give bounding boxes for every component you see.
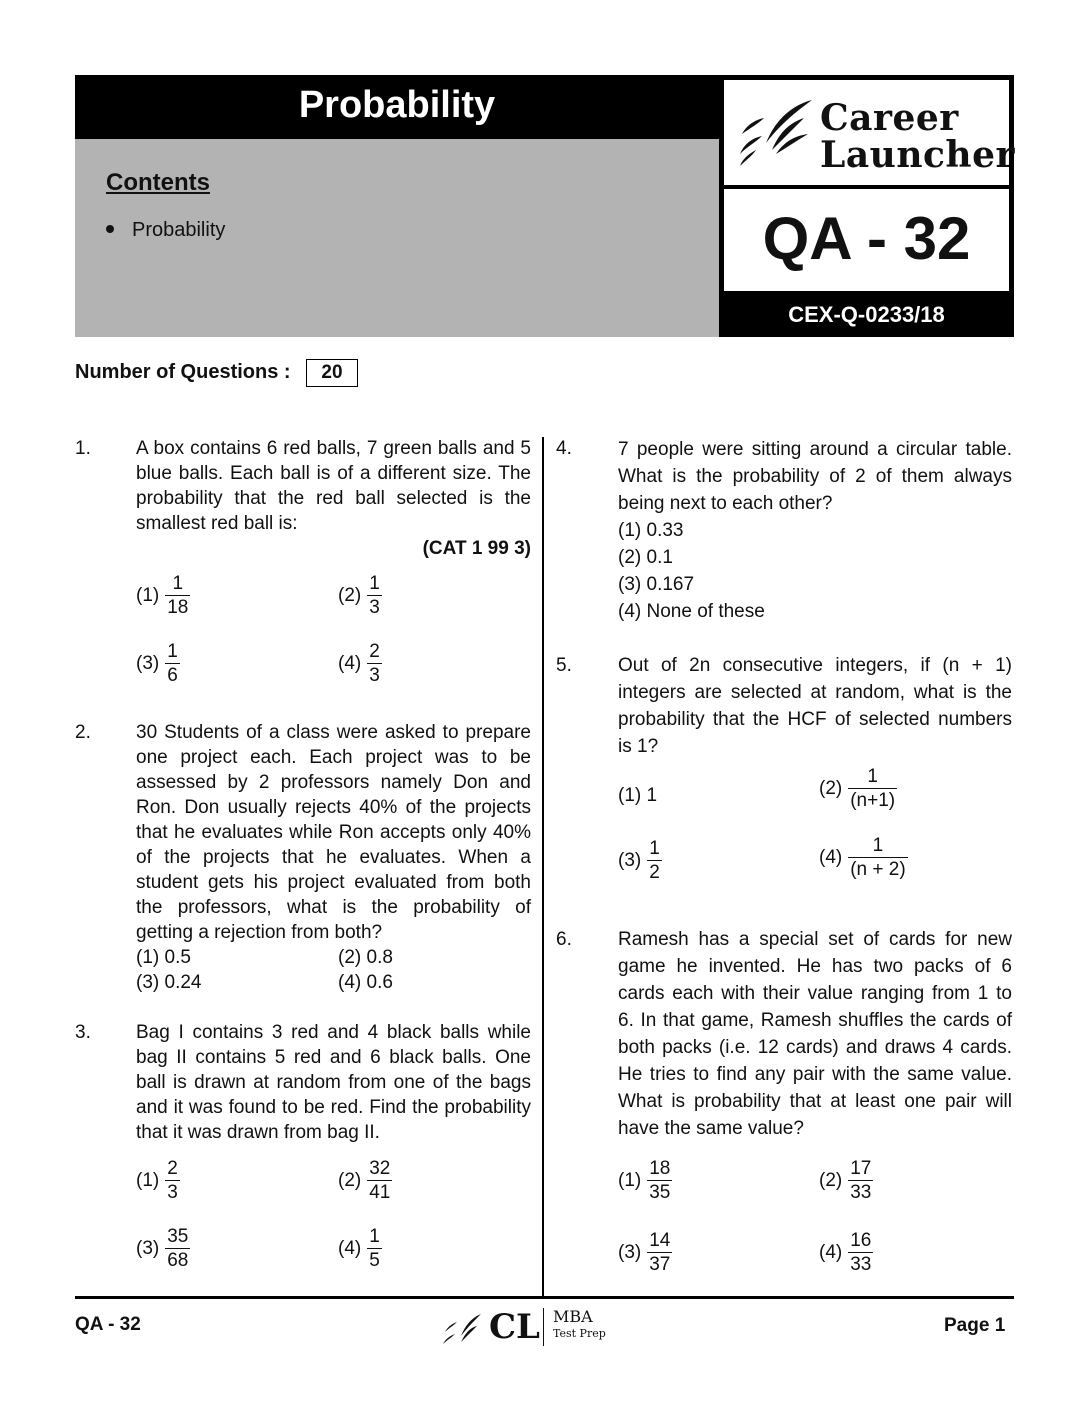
- num-questions-value: 20: [306, 359, 358, 387]
- question-text: 7 people were sitting around a circular table. What is the probability of 2 of them always being next to each other?: [618, 439, 1012, 514]
- option[interactable]: (1) $\frac{2}{3}$: [136, 1158, 178, 1203]
- option[interactable]: (3) $\frac{1}{6}$: [136, 641, 178, 686]
- option[interactable]: (3) $\frac{14}{37}$: [618, 1230, 671, 1275]
- fraction: $\frac{1}{5}$: [369, 1226, 380, 1271]
- fraction: $\frac{2}{3}$: [369, 641, 380, 686]
- logo-separator: [543, 1308, 544, 1346]
- cl-mba-logo: [441, 1306, 621, 1350]
- contents-heading: Contents: [106, 169, 210, 196]
- header-right-box: [719, 75, 1014, 337]
- fraction: $\frac{1}{(n + 2)}$: [850, 835, 906, 880]
- fraction: $\frac{1}{6}$: [167, 641, 178, 686]
- logo-line-1: Career: [820, 97, 959, 139]
- fraction: $\frac{32}{41}$: [369, 1158, 391, 1203]
- contents-item: [106, 219, 225, 242]
- option[interactable]: (4) $\frac{1}{(n + 2)}$: [819, 835, 906, 880]
- option[interactable]: (3) 0.167: [618, 574, 695, 595]
- option[interactable]: (1) 0.33: [618, 520, 684, 541]
- module-code: QA - 32: [724, 189, 1009, 291]
- question-number: 3.: [75, 1022, 91, 1043]
- column-divider: [542, 437, 544, 1297]
- question-text: 30 Students of a class were asked to prepare one project each. Each project was to be assessed by 2 professors namely Don and Ron. Don usually rejects 40% of the projects that he evaluates while Ron accepts only 40% of the projects that he evaluates. When a student gets his project evaluated from both the professors, what is the probability of getting a rejection from both?: [136, 722, 531, 943]
- question-text: A box contains 6 red balls, 7 green balls and 5 blue balls. Each ball is of a different size. The probability that the red ball selected is the smallest red ball is:: [136, 438, 531, 534]
- fraction: $\frac{2}{3}$: [167, 1158, 178, 1203]
- option[interactable]: (3) $\frac{1}{2}$: [618, 838, 660, 883]
- option[interactable]: (2) $\frac{1}{3}$: [338, 573, 380, 618]
- document-code: CEX-Q-0233/18: [788, 302, 945, 327]
- option[interactable]: (4) 0.6: [338, 972, 393, 993]
- option[interactable]: (2) $\frac{32}{41}$: [338, 1158, 391, 1203]
- footer-module-code: QA - 32: [75, 1314, 141, 1335]
- question-number: 6.: [556, 929, 572, 950]
- footer-rule: [75, 1296, 1014, 1299]
- option[interactable]: (4) None of these: [618, 601, 765, 622]
- fraction: $\frac{17}{33}$: [850, 1158, 872, 1203]
- question-number: 2.: [75, 722, 91, 743]
- logo-line-2: Launcher: [820, 134, 1015, 176]
- question-number: 5.: [556, 655, 572, 676]
- page-number: Page 1: [944, 1315, 1006, 1336]
- fraction: $\frac{1}{3}$: [369, 573, 380, 618]
- option[interactable]: (1) 0.5: [136, 947, 191, 968]
- question-number: 4.: [556, 438, 572, 459]
- fraction: $\frac{1}{(n+1)}$: [850, 766, 896, 811]
- option[interactable]: (1) $\frac{18}{35}$: [618, 1158, 671, 1203]
- option[interactable]: (4) $\frac{16}{33}$: [819, 1230, 872, 1275]
- cl-logo-text: CL: [489, 1307, 540, 1347]
- option[interactable]: (2) $\frac{17}{33}$: [819, 1158, 872, 1203]
- mba-logo-text: MBA: [553, 1307, 593, 1326]
- contents-panel: [75, 139, 719, 337]
- question-text: Bag I contains 3 red and 4 black balls while bag II contains 5 red and 6 black balls. One ball is drawn at random from one of the bags and it was found to be red. Find the probability that it was drawn from bag II.: [136, 1022, 531, 1143]
- fraction: $\frac{14}{37}$: [649, 1230, 671, 1275]
- fraction: $\frac{1}{18}$: [167, 573, 189, 618]
- fraction: $\frac{18}{35}$: [649, 1158, 671, 1203]
- question-source: (CAT 1 99 3): [422, 538, 531, 559]
- contents-item-label: Probability: [132, 219, 226, 241]
- bullet-icon: [106, 225, 114, 233]
- option[interactable]: (1) $\frac{1}{18}$: [136, 573, 189, 618]
- testprep-logo-text: Test Prep: [553, 1327, 606, 1340]
- question-number: 1.: [75, 438, 91, 459]
- option[interactable]: (3) 0.24: [136, 972, 202, 993]
- option[interactable]: (4) $\frac{2}{3}$: [338, 641, 380, 686]
- question-text: Out of 2n consecutive integers, if (n + 1) integers are selected at random, what is the probability that the HCF of selected numbers is 1?: [618, 655, 1012, 757]
- fraction: $\frac{16}{33}$: [850, 1230, 872, 1275]
- num-questions-label: Number of Questions :: [75, 361, 291, 383]
- swirl-logo-icon: [441, 1310, 483, 1350]
- option[interactable]: (2) 0.8: [338, 947, 393, 968]
- fraction: $\frac{1}{2}$: [649, 838, 660, 883]
- fraction: $\frac{35}{68}$: [167, 1226, 189, 1271]
- option[interactable]: (3) $\frac{35}{68}$: [136, 1226, 189, 1271]
- question-text: Ramesh has a special set of cards for new game he invented. He has two packs of 6 cards each with their value ranging from 1 to 6. In that game, Ramesh shuffles the cards of both packs (i.e. 12 cards) and draws 4 cards. He tries to find any pair with the same value. What is probability that at least one pair will have the same value?: [618, 929, 1012, 1139]
- swirl-logo-icon: [734, 98, 814, 168]
- option[interactable]: (2) 0.1: [618, 547, 673, 568]
- page-title: Probability: [75, 75, 719, 139]
- option[interactable]: (1) 1: [618, 785, 658, 806]
- career-launcher-logo: [724, 80, 1015, 185]
- option[interactable]: (4) $\frac{1}{5}$: [338, 1226, 380, 1271]
- option[interactable]: (2) $\frac{1}{(n+1)}$: [819, 766, 896, 811]
